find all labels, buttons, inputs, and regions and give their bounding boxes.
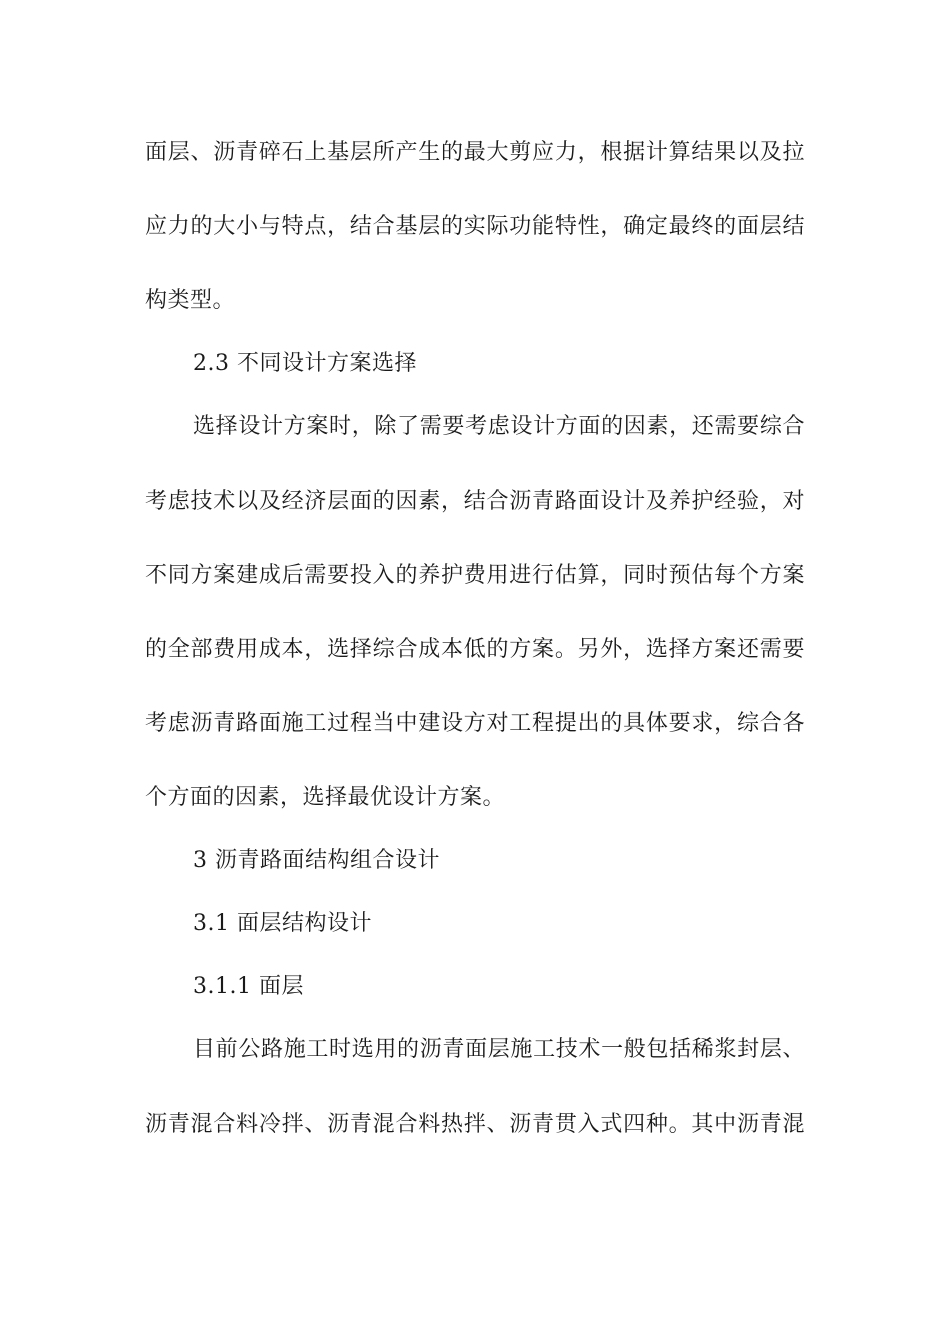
paragraph-line: 考虑沥青路面施工过程当中建设方对工程提出的具体要求，综合各 xyxy=(145,711,805,736)
section-heading-3-1-1: 3.1.1 面层 xyxy=(193,974,304,999)
paragraph-line: 考虑技术以及经济层面的因素，结合沥青路面设计及养护经验，对 xyxy=(145,489,805,514)
paragraph-line: 目前公路施工时选用的沥青面层施工技术一般包括稀浆封层、 xyxy=(193,1037,805,1062)
paragraph-line: 沥青混合料冷拌、沥青混合料热拌、沥青贯入式四种。其中沥青混 xyxy=(145,1112,805,1137)
paragraph-line: 应力的大小与特点，结合基层的实际功能特性，确定最终的面层结 xyxy=(145,214,805,239)
paragraph-line: 构类型。 xyxy=(145,288,236,313)
section-heading-3: 3 沥青路面结构组合设计 xyxy=(193,848,440,873)
paragraph-line: 的全部费用成本，选择综合成本低的方案。另外，选择方案还需要 xyxy=(145,637,805,662)
paragraph-line: 面层、沥青碎石上基层所产生的最大剪应力，根据计算结果以及拉 xyxy=(145,140,805,165)
section-heading-2-3: 2.3 不同设计方案选择 xyxy=(193,351,417,376)
section-heading-3-1: 3.1 面层结构设计 xyxy=(193,911,372,936)
paragraph-line: 选择设计方案时，除了需要考虑设计方面的因素，还需要综合 xyxy=(193,414,805,439)
paragraph-line: 不同方案建成后需要投入的养护费用进行估算，同时预估每个方案 xyxy=(145,563,805,588)
paragraph-line: 个方面的因素，选择最优设计方案。 xyxy=(145,785,506,810)
